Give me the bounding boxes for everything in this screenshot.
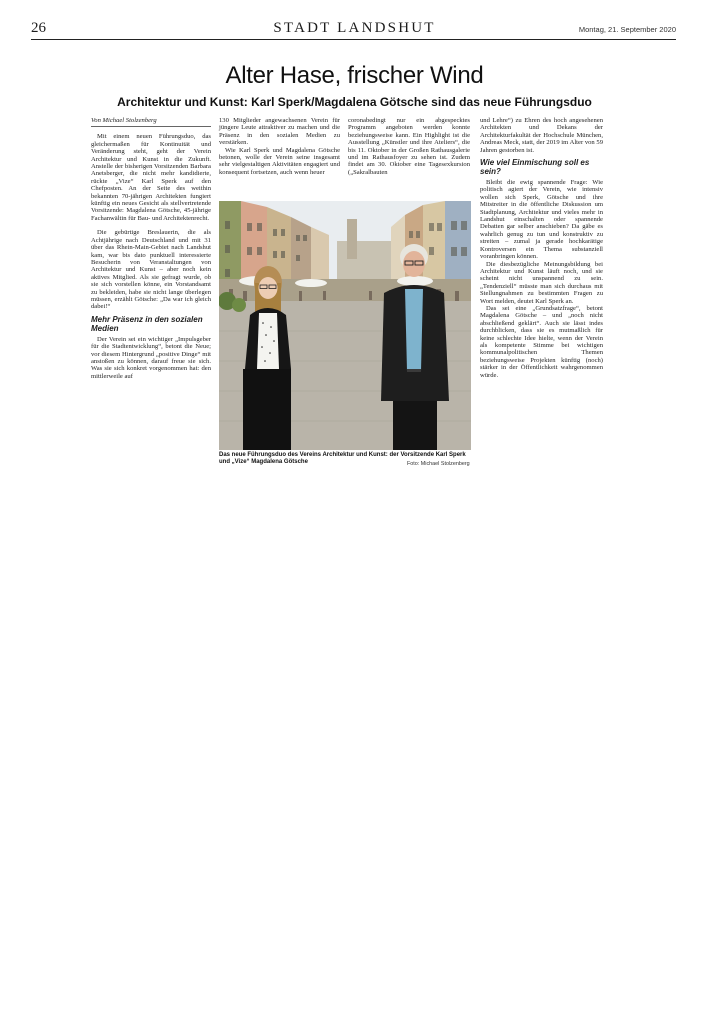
page-number: 26 — [31, 20, 46, 36]
photo-caption: Das neue Führungsduo des Vereins Architektur und Kunst: der Vorsitzende Karl Sperk und „Vize“ Magdalena Götsche — [219, 452, 466, 466]
paragraph: 130 Mitglieder angewachsenen Verein für jüngere Leute attraktiver zu machen und die Präsenz in den sozialen Medien zu verstärken. — [219, 117, 340, 147]
article-subheadline: Architektur und Kunst: Karl Sperk/Magdalena Götsche sind das neue Führungsduo — [117, 95, 592, 109]
paragraph: Die diesbezügliche Meinungsbildung bei Architektur und Kunst läuft noch, und sie scheint nicht unspannend zu sein. „Tendenziell“ müsste man sich durchaus mit Stellungnahmen zu bestimmten Fragen zu Wort melden, deutet Karl Sperk an. — [480, 260, 603, 305]
paragraph: Mit einem neuen Führungsduo, das gleichermaßen für Kontinuität und Veränderung steht, geht der Verein Architektur und Kunst in die Zukunft. Anstelle der bisherigen Vorsitzenden Barbara Anetsberger, die nicht mehr kandidierte, rückte „Vize“ Karl Sperk auf den Chefposten. An der Seite des weithin bekannten 70-jährigen Architekten fungiert künftig ein neues Gesicht als stellvertretende Vorsitzende: Magdalena Götsche, 45-jährige Fachanwältin für Bau- und Architektenrecht. — [91, 133, 211, 222]
paragraph: und Lehre“) zu Ehren des hoch angesehenen Architekten und Dekans der Architekturfakultät der Hochschule München, Andreas Meck, statt, der 2019 im Alter von 59 Jahren gestorben ist. — [480, 117, 603, 154]
intertitle: Wie viel Einmischung soll es sein? — [480, 158, 590, 177]
article-photo — [219, 201, 471, 450]
article-headline: Alter Hase, frischer Wind — [225, 62, 484, 89]
article-column-1 — [91, 117, 211, 380]
article-column-3 — [348, 117, 470, 176]
paragraph: Das sei eine „Grundsatzfrage“, betont Magdalena Götsche – und „noch nicht abschließend geklärt“. Auch sie lässt indes durchblicken, dass sie es mutmaßlich für keine schlechte Idee hielte, wenn der Verein als kompetente Stimme bei wichtigen kommunalpolitischen Themen beziehungsweise Projekten künftig (noch) stärker in der Öffentlichkeit wahrgenommen würde. — [480, 304, 603, 379]
paragraph: Die gebürtige Breslauerin, die als Achtjährige nach Deutschland und mit 31 über das Rhein-Main-Gebiet nach Landshut kam, war bis dato punktuell interessierte Besucherin von Veranstaltungen von Architektur und Kunst – aber noch kein aktives Mitglied. Als sie gefragt wurde, ob sie sich vorstellen könne, ein Vorstandsamt zu bekleiden, habe sie nicht lange überlegen müssen, erzählt Götsche: „Da war ich gleich dabei!“ — [91, 229, 211, 311]
article-column-2 — [219, 117, 340, 176]
photo-credit: Foto: Michael Stolzenberg — [407, 461, 470, 467]
section-masthead: STADT LANDSHUT — [273, 20, 436, 36]
header-rule — [31, 39, 676, 40]
paragraph: coronabedingt nur ein abgespecktes Programm angeboten werden konnte beziehungsweise kann. Ein Highlight ist die Ausstellung „Künstler und ihre Ateliers“, die bis 11. Oktober in der Großen Rathausgalerie und im Rathausfoyer zu sehen ist. Zudem findet am 30. Oktober eine Tagesexkursion („Sakralbauten — [348, 117, 470, 176]
paragraph: Der Verein sei ein wichtiger „Impulsgeber für die Stadtentwicklung“, betont die Neue; vor diesem Hintergrund „positive Dinge“ mit anstoßen zu können, darauf freue sie sich. Was sie sich konkret vorgenommen hat: den mittlerweile auf — [91, 335, 211, 380]
issue-date: Montag, 21. September 2020 — [578, 25, 676, 34]
intertitle: Mehr Präsenz in den sozialen Medien — [91, 314, 203, 333]
article-column-4 — [480, 117, 603, 379]
paragraph: Wie Karl Sperk und Magdalena Götsche betonen, wolle der Verein seine insgesamt sehr vielgestaltigen Aktivitäten engagiert und konsequent fortsetzen, auch wenn heuer — [219, 146, 340, 176]
byline: Von Michael Stolzenberg — [91, 117, 211, 127]
paragraph: Bleibt die ewig spannende Frage: Wie politisch agiert der Verein, wie intensiv wollen sich Sperk, Götsche und ihre Mitstreiter in die öffentliche Diskussion um Stadtplanung, Architektur und vieles mehr in Landshut einschalten oder spannende Debatten gar selber anschieben? Da gäbe es wahrlich genug zu tun und konstruktiv zu streiten – zumal ja gerade hochkarätige Kontroversen ein Thema substanziell voranbringen können. — [480, 179, 603, 261]
